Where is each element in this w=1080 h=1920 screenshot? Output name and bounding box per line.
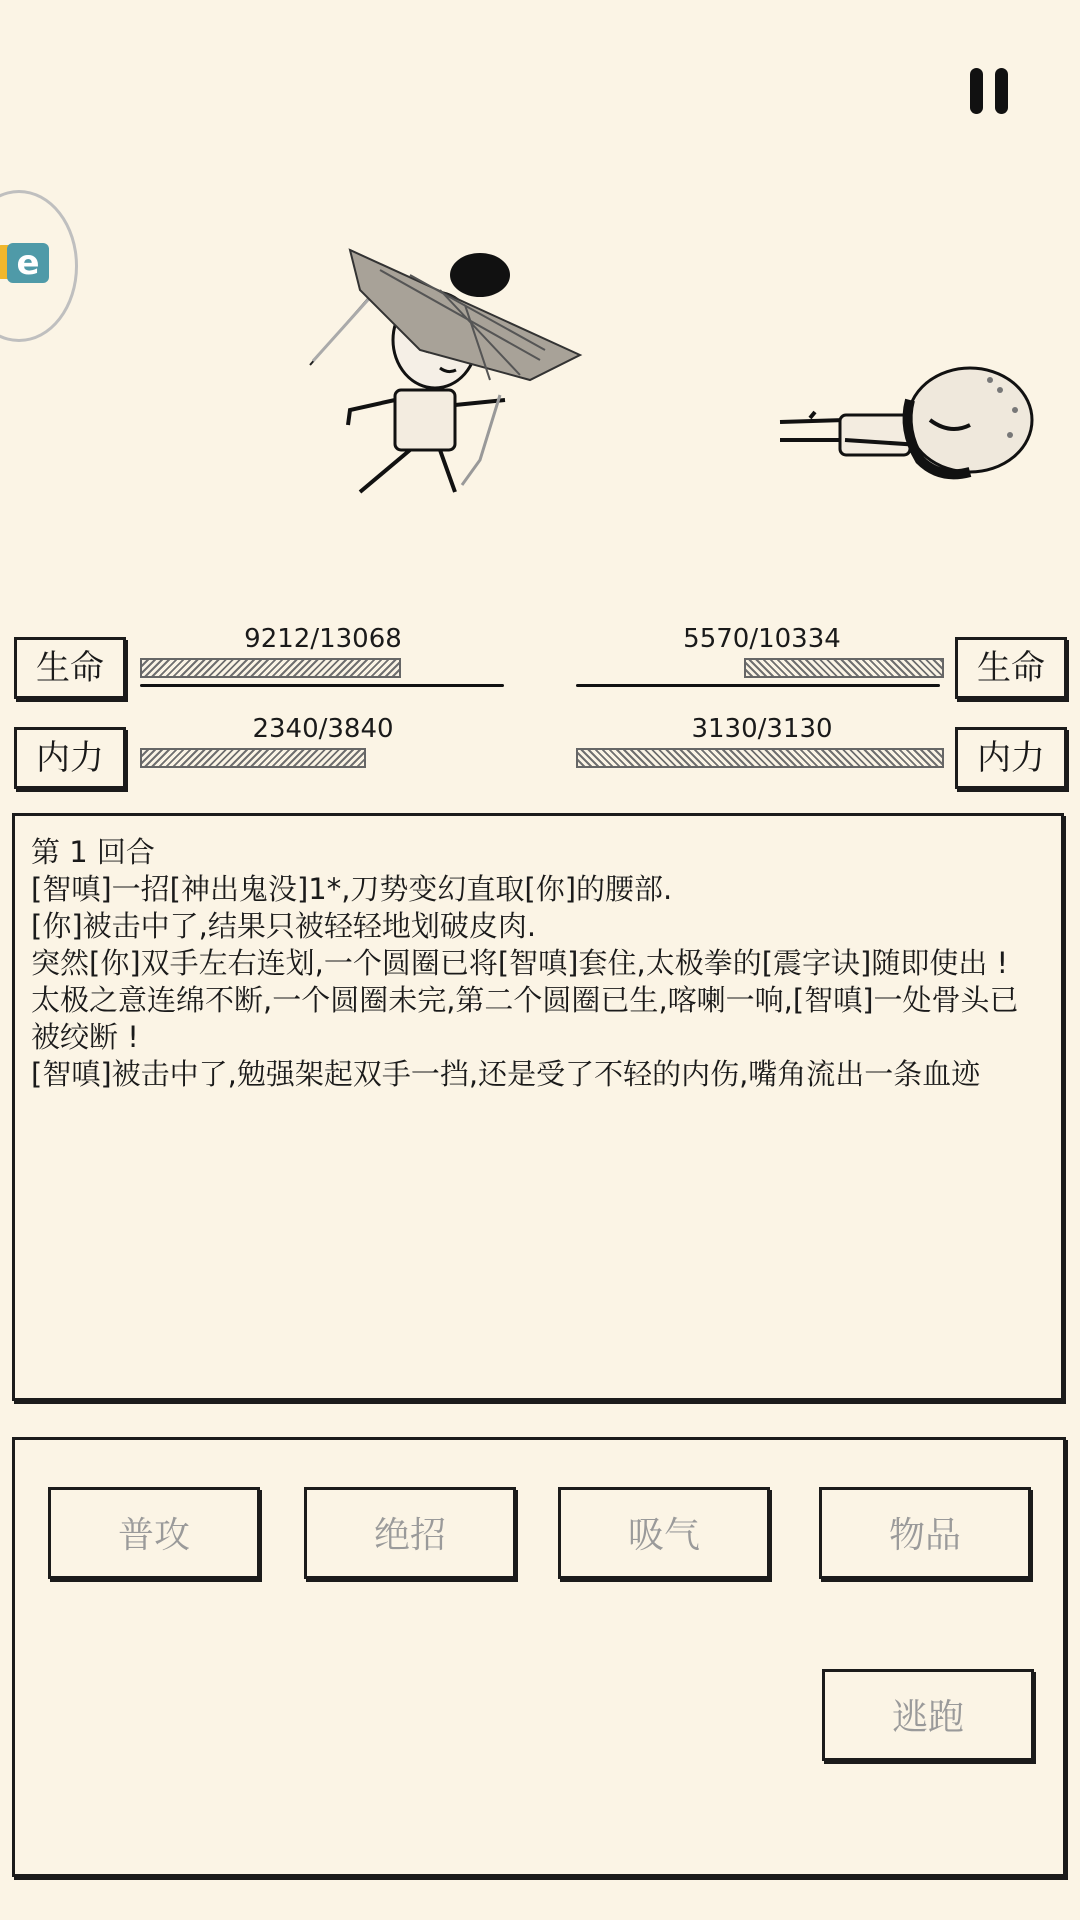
player-hp-bar [140, 658, 401, 678]
player-hp-label: 生命 [14, 637, 126, 699]
battle-log [12, 813, 1064, 1401]
attack-button[interactable]: 普攻 [48, 1487, 260, 1579]
player-mp-label: 内力 [14, 727, 126, 789]
player-mp-bar [140, 748, 366, 768]
enemy-character [770, 360, 1040, 520]
enemy-hp-label: 生命 [955, 637, 1067, 699]
flee-button[interactable]: 逃跑 [822, 1669, 1034, 1761]
enemy-mp-label: 内力 [955, 727, 1067, 789]
enemy-hp-value: 5570/10334 [683, 624, 841, 654]
log-line: 突然[你]双手左右连划,一个圆圈已将[智嗔]套住,太极拳的[震字诀]随即使出 ! [31, 946, 1009, 980]
pause-button[interactable] [968, 68, 1012, 116]
ultimate-button[interactable]: 绝招 [304, 1487, 516, 1579]
player-mp-value: 2340/3840 [252, 714, 394, 744]
log-line: [智嗔]被击中了,勉强架起双手一挡,还是受了不轻的内伤,嘴角流出一条血迹 [31, 1057, 981, 1091]
items-button[interactable]: 物品 [819, 1487, 1031, 1579]
app-shortcut-icon[interactable]: e [0, 190, 78, 342]
log-round: 第 1 回合 [31, 835, 155, 869]
pause-icon [970, 68, 983, 114]
player-character [290, 230, 610, 510]
log-line: [智嗔]一招[神出鬼没]1*,刀势变幻直取[你]的腰部. [31, 872, 673, 906]
log-line: [你]被击中了,结果只被轻轻地划破皮肉. [31, 909, 537, 943]
player-hp-value: 9212/13068 [244, 624, 402, 654]
enemy-mp-value: 3130/3130 [691, 714, 833, 744]
breathe-button[interactable]: 吸气 [558, 1487, 770, 1579]
log-line: 太极之意连绵不断,一个圆圈未完,第二个圆圈已生,喀喇一响,[智嗔]一处骨头已被绞断 ! [31, 983, 1019, 1054]
enemy-mp-bar [576, 748, 944, 768]
enemy-hp-bar [744, 658, 944, 678]
